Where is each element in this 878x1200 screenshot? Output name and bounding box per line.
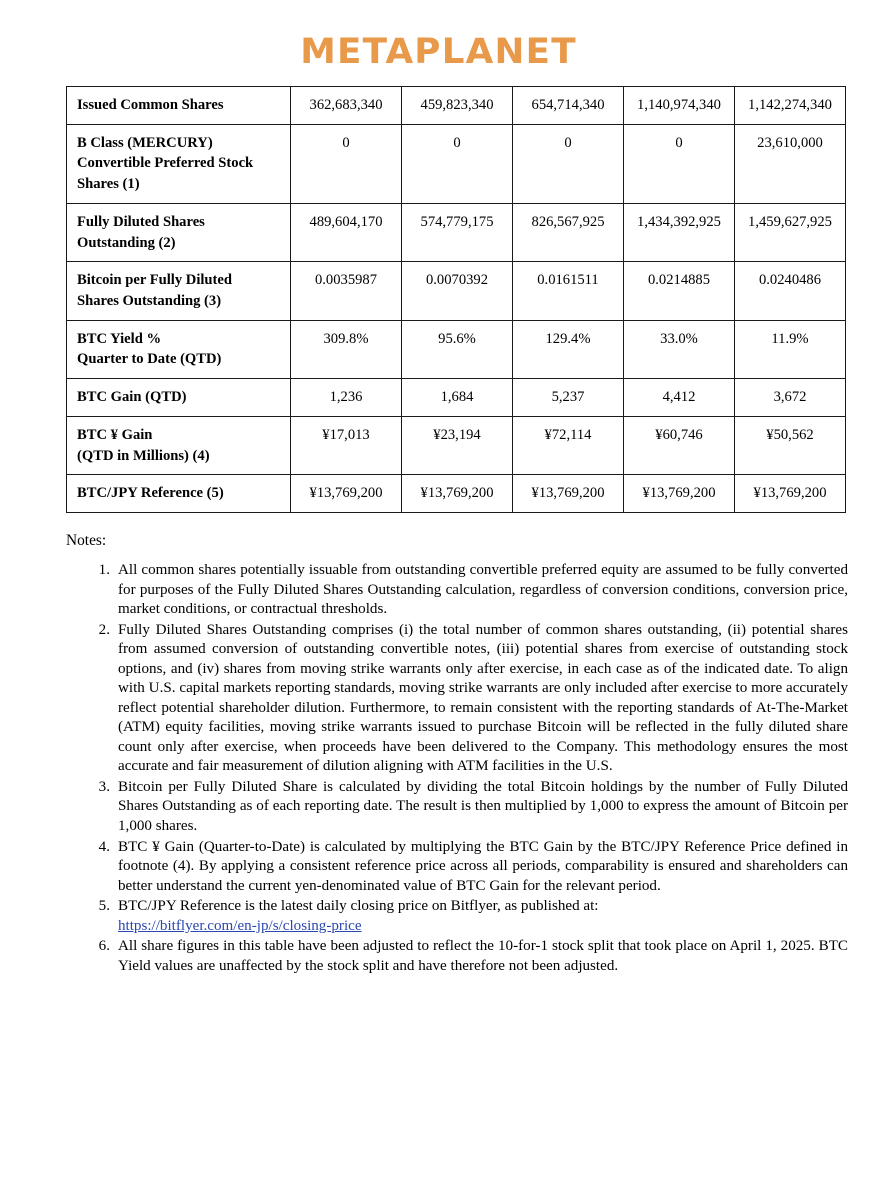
note-item-4 [118,838,848,897]
row-label-line: Issued Common Shares [77,97,224,113]
table-row [67,124,846,203]
row-label-line: Bitcoin per Fully Diluted [77,272,233,289]
table-row [67,379,846,417]
notes-section [0,531,878,976]
table-cell: 574,779,175 [402,203,513,261]
note-item-5 [118,897,848,936]
bitflyer-link[interactable]: https://bitflyer.com/en-jp/s/closing-price [118,917,362,934]
table-cell: 23,610,000 [735,124,846,203]
table-cell: 3,672 [735,379,846,417]
table-cell: ¥23,194 [402,416,513,474]
table-row [67,416,846,474]
table-cell: 362,683,340 [291,87,402,125]
row-label-line: BTC Gain (QTD) [77,389,187,406]
table-cell: 0.0214885 [624,262,735,320]
note-text: All share figures in this table have been adjusted to reflect the 10-for-1 stock split that took place on April 1, 2025. BTC Yield values are unaffected by the stock split and have therefore not been adjusted. [118,938,848,974]
row-label-line: BTC Yield % [77,330,162,347]
table-cell: 0 [513,124,624,203]
table-row [67,203,846,261]
metaplanet-logo: METAPLANET [300,32,578,72]
table-cell: ¥72,114 [513,416,624,474]
row-label [67,320,291,378]
row-label [67,87,291,125]
table-cell: 0 [624,124,735,203]
note-text: All common shares potentially issuable from outstanding convertible preferred equity are assumed to be fully converted for purposes of the Fully Diluted Shares Outstanding calculation, regardless of conversion conditions, conversion price, market conditions, or contractual thresholds. [118,562,848,618]
row-label [67,124,291,203]
table-cell: 1,236 [291,379,402,417]
note-text: BTC ¥ Gain (Quarter-to-Date) is calculated by multiplying the BTC Gain by the BTC/JPY Reference Price defined in footnote (4). By applying a consistent reference price across all periods, comparability is ensured and shareholders can better understand the current yen-denominated value of BTC Gain for the relevant period. [118,838,848,894]
table-cell: 0.0161511 [513,262,624,320]
table-row [67,475,846,513]
table-cell: 459,823,340 [402,87,513,125]
bitflyer-link-line [118,917,848,937]
metrics-table-body [67,87,846,513]
row-label-line: Quarter to Date (QTD) [77,351,222,368]
brand-header [0,0,878,86]
row-label-line: BTC/JPY Reference (5) [77,485,224,502]
table-cell: 654,714,340 [513,87,624,125]
row-label-line: BTC ¥ Gain [77,426,153,443]
table-row [67,262,846,320]
row-label [67,475,291,513]
table-cell: ¥60,746 [624,416,735,474]
table-cell: 95.6% [402,320,513,378]
table-cell: 0.0035987 [291,262,402,320]
table-cell: 0 [291,124,402,203]
table-cell: 0.0240486 [735,262,846,320]
row-label [67,262,291,320]
table-cell: 1,684 [402,379,513,417]
table-cell: ¥13,769,200 [513,475,624,513]
table-cell: 0.0070392 [402,262,513,320]
metrics-table-container [0,86,878,513]
row-label-line: Convertible Preferred Stock [77,155,254,172]
table-cell: ¥13,769,200 [291,475,402,513]
row-label [67,203,291,261]
table-cell: 0 [402,124,513,203]
table-cell: 1,434,392,925 [624,203,735,261]
table-cell: 309.8% [291,320,402,378]
row-label-line: Fully Diluted Shares [77,213,205,230]
notes-heading: Notes: [66,532,107,550]
note-text: Fully Diluted Shares Outstanding comprises (i) the total number of common shares outstanding, (ii) potential shares from assumed conversion of outstanding convertible notes, (iii) potential shares from exercise of outstanding stock options, and (iv) shares from moving strike warrants only after exercise, in each case as of the indicated date. To align with U.S. capital markets reporting standards, moving strike warrants are only included after exercise to more accurately reflect potential shareholder dilution. Furthermore, to remain consistent with the reporting standards of At-The-Market (ATM) equity facilities, moving strike warrants issued to purchase Bitcoin will be reflected in the fully diluted share count only after exercise, when proceeds have been delivered to the Company. This methodology ensures the most accurate and fair measurement of dilution aligning with ATM facilities in the U.S. [118,621,848,775]
note-text: Bitcoin per Fully Diluted Share is calculated by dividing the total Bitcoin holdings by the number of Fully Diluted Shares Outstanding as of each reporting date. The result is then multiplied by 1,000 to express the amount of Bitcoin per 1,000 shares. [118,778,848,834]
row-label-line: (QTD in Millions) (4) [77,447,210,464]
table-cell: ¥13,769,200 [624,475,735,513]
table-cell: ¥50,562 [735,416,846,474]
table-cell: 33.0% [624,320,735,378]
note-item-2 [118,621,848,777]
table-cell: 489,604,170 [291,203,402,261]
table-row [67,320,846,378]
table-cell: ¥13,769,200 [735,475,846,513]
note-text: BTC/JPY Reference is the latest daily closing price on Bitflyer, as published at: [118,898,599,915]
table-cell: 826,567,925 [513,203,624,261]
table-cell: 1,142,274,340 [735,87,846,125]
table-cell: 11.9% [735,320,846,378]
table-cell: 5,237 [513,379,624,417]
notes-list [66,561,848,976]
table-cell: 4,412 [624,379,735,417]
note-item-3 [118,778,848,837]
metrics-table [66,86,846,513]
row-label-line: Shares Outstanding (3) [77,293,222,310]
note-item-6 [118,937,848,976]
table-cell: 1,459,627,925 [735,203,846,261]
table-cell: 1,140,974,340 [624,87,735,125]
row-label-line: Shares (1) [77,176,140,193]
row-label [67,379,291,417]
table-cell: 129.4% [513,320,624,378]
row-label-line: B Class (MERCURY) [77,134,213,151]
table-cell: ¥13,769,200 [402,475,513,513]
table-cell: ¥17,013 [291,416,402,474]
note-item-1 [118,561,848,620]
table-row [67,87,846,125]
row-label [67,416,291,474]
row-label-line: Outstanding (2) [77,234,176,251]
